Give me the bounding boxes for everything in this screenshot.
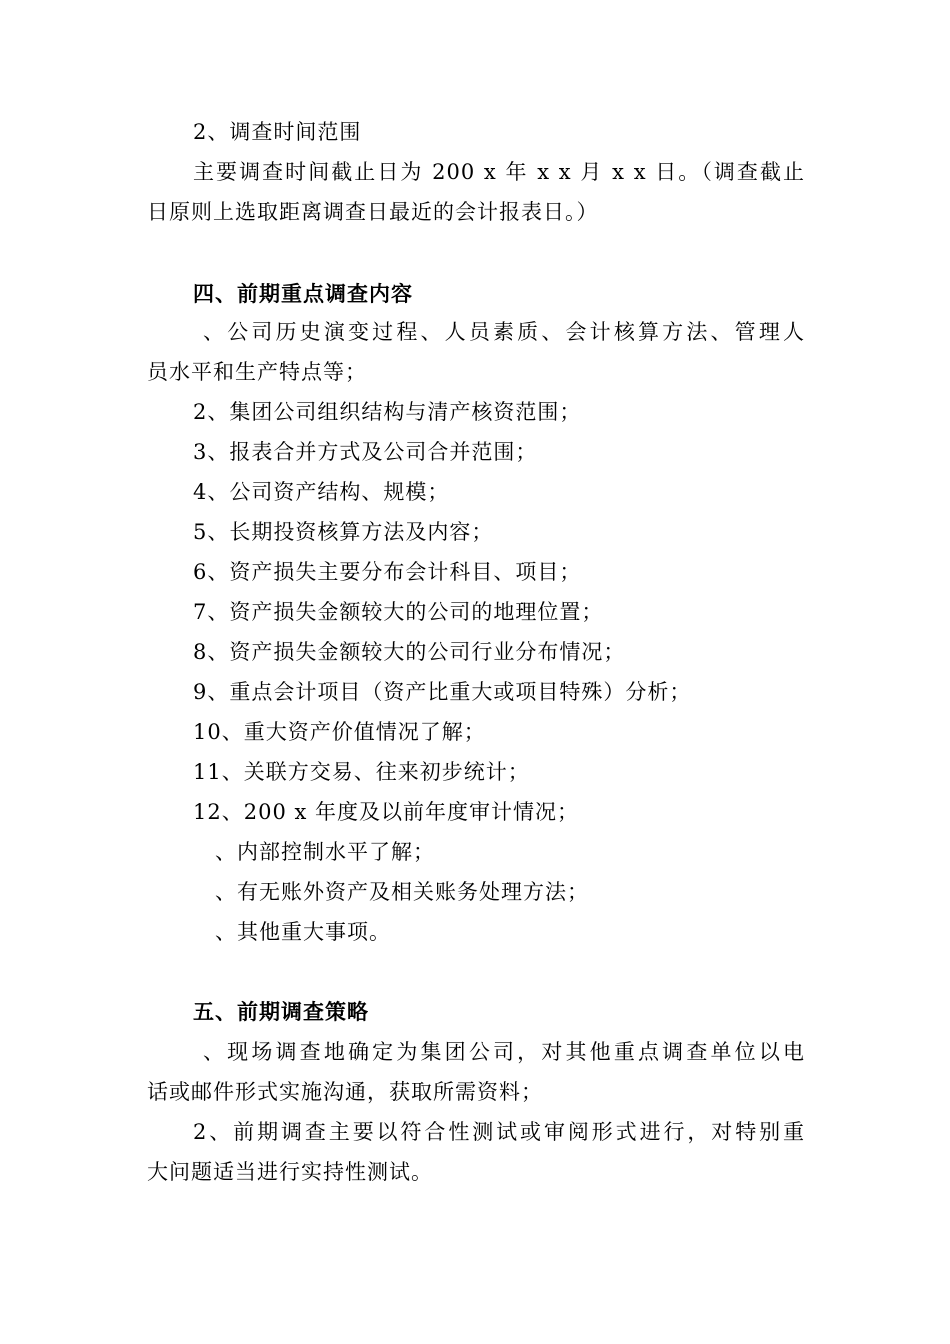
- time-range-body-line1: 主要调查时间截止日为 200 x 年 x x 月 x x 日。（调查截止: [193, 160, 805, 184]
- section-five-item1-line1: 、现场调查地确定为集团公司，对其他重点调查单位以电: [203, 1040, 805, 1064]
- time-range-body-line2: 日原则上选取距离调查日最近的会计报表日。）: [147, 200, 599, 224]
- section-four-item5: 5、长期投资核算方法及内容；: [193, 520, 494, 544]
- section-five-heading: 五、前期调查策略: [193, 1000, 369, 1024]
- section-four-item1-line1: 、公司历史演变过程、人员素质、会计核算方法、管理人: [203, 320, 805, 344]
- section-four-item3: 3、报表合并方式及公司合并范围；: [193, 440, 538, 464]
- section-four-item15: 、其他重大事项。: [215, 920, 391, 944]
- section-four-item4: 4、公司资产结构、规模；: [193, 480, 450, 504]
- section-four-item12: 12、200 x 年度及以前年度审计情况；: [193, 800, 579, 824]
- section-five-item1-line2: 话或邮件形式实施沟通，获取所需资料；: [147, 1080, 543, 1104]
- section-four-heading: 四、前期重点调查内容: [193, 282, 413, 306]
- section-four-item7: 7、资产损失金额较大的公司的地理位置；: [193, 600, 604, 624]
- section-four-item9: 9、重点会计项目（资产比重大或项目特殊）分析；: [193, 680, 692, 704]
- section-four-item1-line2: 员水平和生产特点等；: [147, 360, 367, 384]
- section-four-item10: 10、重大资产价值情况了解；: [193, 720, 486, 744]
- section-four-item11: 11、关联方交易、往来初步统计；: [193, 760, 530, 784]
- section-four-item2: 2、集团公司组织结构与清产核资范围；: [193, 400, 582, 424]
- section-five-item2-line2: 大问题适当进行实持性测试。: [147, 1160, 433, 1184]
- time-range-title: 2、调查时间范围: [193, 120, 362, 144]
- section-four-item14: 、有无账外资产及相关账务处理方法；: [215, 880, 589, 904]
- section-five-item2-line1: 2、前期调查主要以符合性测试或审阅形式进行，对特别重: [193, 1120, 805, 1144]
- section-four-item6: 6、资产损失主要分布会计科目、项目；: [193, 560, 582, 584]
- section-four-item13: 、内部控制水平了解；: [215, 840, 435, 864]
- section-four-item8: 8、资产损失金额较大的公司行业分布情况；: [193, 640, 626, 664]
